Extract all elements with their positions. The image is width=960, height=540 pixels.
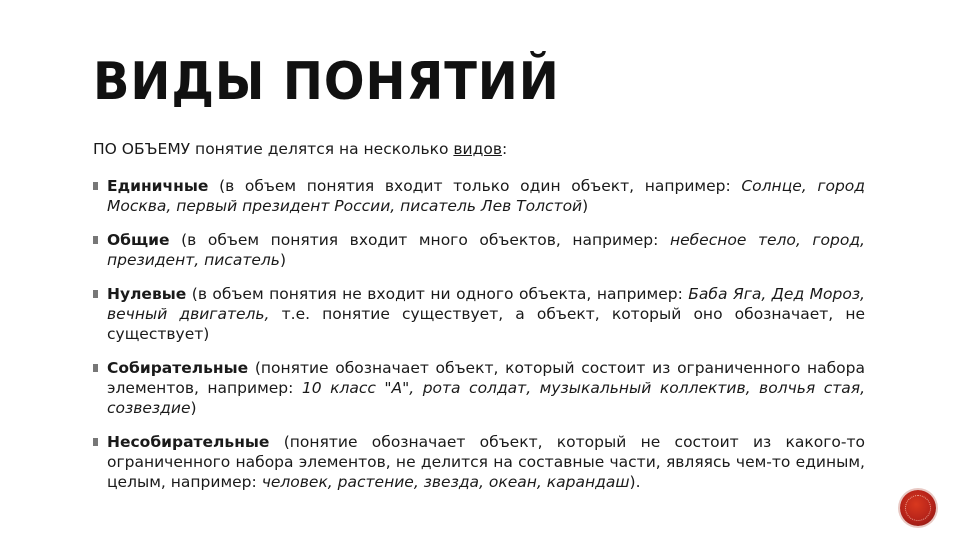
term: Несобирательные (107, 433, 270, 451)
examples: 10 класс "А", рота солдат, музыкальный коллектив, волчья стая, созвездие (107, 379, 866, 417)
square-bullet-icon (93, 438, 98, 446)
red-circle-ornament-icon (900, 490, 936, 526)
description-tail: ) (190, 399, 197, 417)
square-bullet-icon (93, 364, 98, 372)
intro-text: ПО ОБЪЕМУ понятие делятся на несколько (93, 140, 454, 158)
description: (понятие обозначает объект, который не состоит из какого-то ограниченного набора элементов, не делится на составные части, являясь чем-то единым, целым, например: (107, 433, 865, 491)
description: (в объем понятия не входит ни одного объекта, например: (186, 285, 689, 303)
term: Единичные (107, 177, 209, 195)
description-tail: ). (629, 473, 641, 491)
list-item-general (93, 230, 865, 270)
examples: Баба Яга, Дед Мороз, вечный двигатель, (107, 285, 865, 323)
list-item-singular (93, 176, 865, 216)
description: (в объем понятия входит только один объект, например: (208, 177, 742, 195)
description: (в объем понятия входит много объектов, например: (169, 231, 670, 249)
examples: небесное тело, город, президент, писатель (107, 231, 865, 269)
list-item-null (93, 284, 865, 344)
examples: Солнце, город Москва, первый президент России, писатель Лев Толстой (107, 177, 866, 215)
term: Нулевые (107, 285, 187, 303)
examples: человек, растение, звезда, океан, карандаш (261, 473, 630, 491)
description: (понятие обозначает объект, который состоит из ограниченного набора элементов, например: (107, 359, 865, 397)
term: Общие (107, 231, 170, 249)
square-bullet-icon (93, 236, 98, 244)
description-tail: ) (279, 251, 286, 269)
list-item-collective (93, 358, 865, 418)
list-item-non-collective (93, 432, 865, 492)
term: Собирательные (107, 359, 249, 377)
square-bullet-icon (93, 290, 98, 298)
slide-title: ВИДЫ ПОНЯТИЙ (93, 52, 560, 112)
description-tail: т.е. понятие существует, а объект, который оно обозначает, не существует) (107, 305, 865, 343)
intro-line (93, 139, 873, 159)
intro-underlined: видов (453, 140, 502, 158)
concept-types-list (93, 176, 865, 506)
description-tail: ) (582, 197, 589, 215)
square-bullet-icon (93, 182, 98, 190)
intro-colon: : (501, 140, 508, 158)
